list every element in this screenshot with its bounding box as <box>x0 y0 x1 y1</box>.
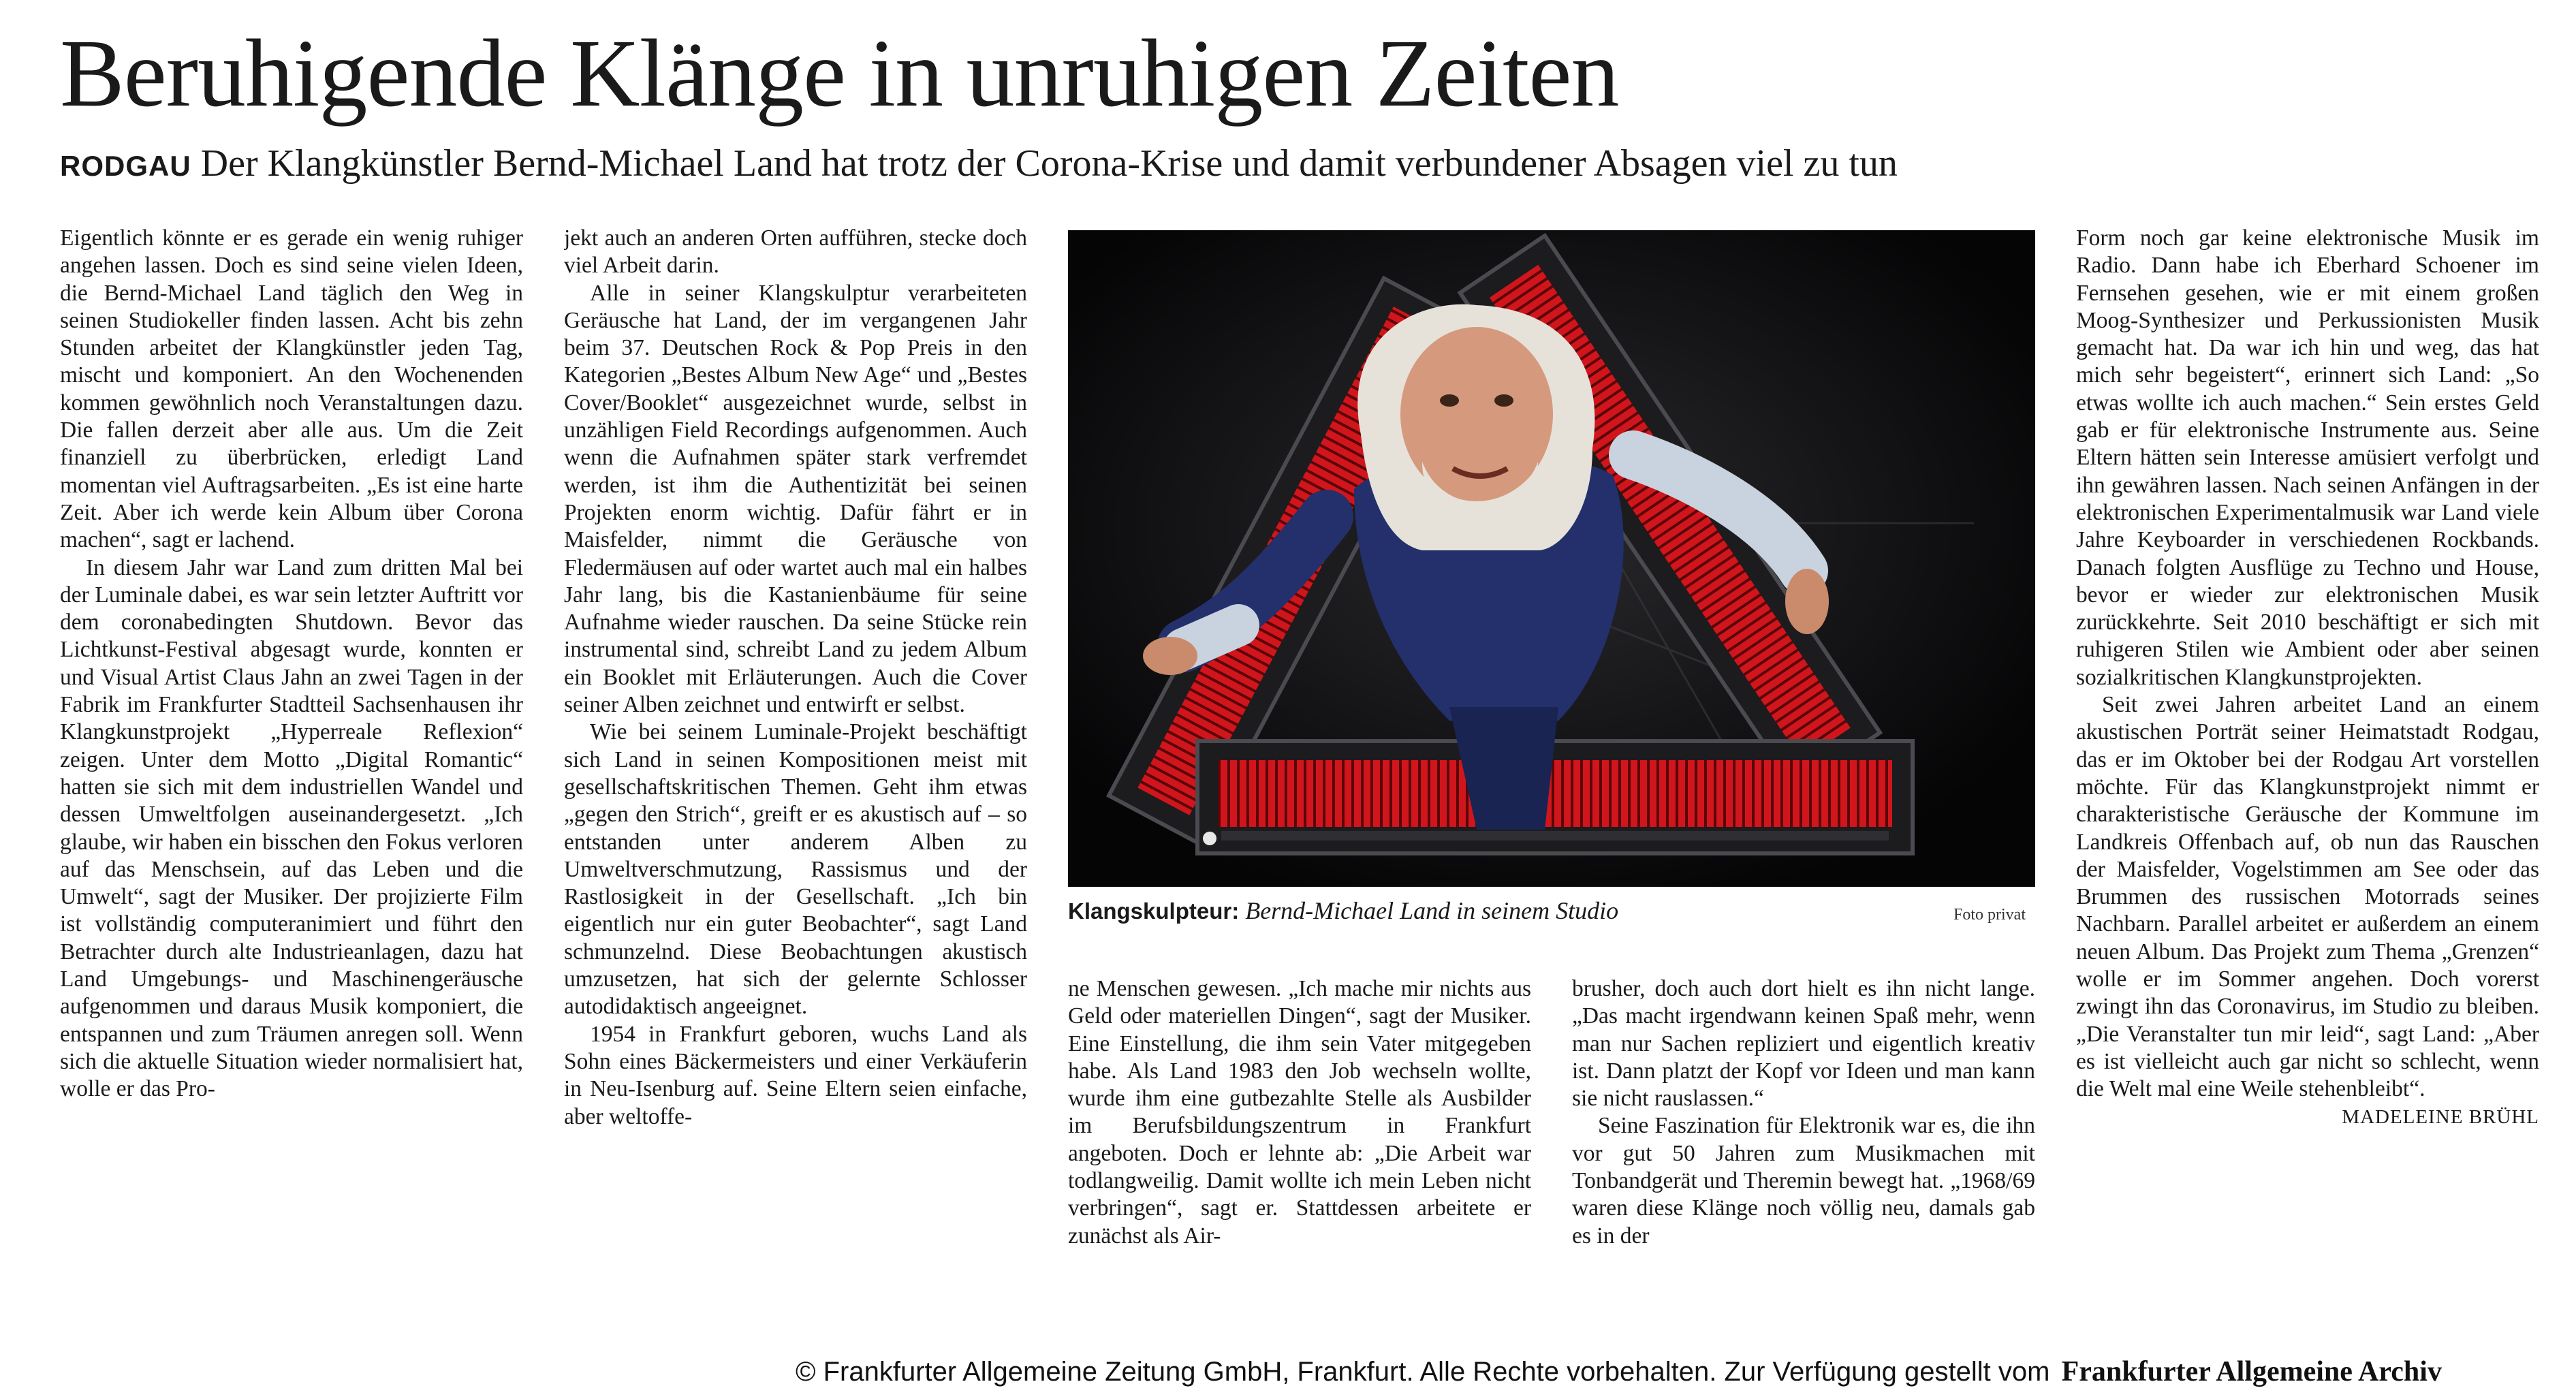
paragraph: Eigentlich könnte er es gerade ein wenig ruhiger angehen lassen. Doch es sind seine vielen Ideen, die Bernd-Michael Land täglich den Weg in seinen Studiokeller finden lassen. Acht bis zehn Stunden arbeitet der Klangkünstler jeden Tag, mischt und komponiert. An den Wochenenden kommen gewöhnlich noch Veranstaltungen dazu. Die fallen derzeit aber alle aus. Um die Zeit finanziell zu überbrücken, erledigt Land momentan viel Auftragsarbeiten. „Es ist eine harte Zeit. Aber ich werde kein Album über Corona machen“, sagt er lachend. <box>60 225 523 553</box>
photo-illustration <box>1068 230 2035 887</box>
paragraph: 1954 in Frankfurt geboren, wuchs Land als Sohn eines Bäckermeisters und einer Verkäuferin in Neu-Isenburg auf. Seine Eltern seien einfache, aber weltoffe- <box>564 1021 1027 1129</box>
author-byline: MADELEINE BRÜHL <box>2342 1105 2539 1128</box>
caption-text: Bernd-Michael Land in seinem Studio <box>1245 897 1619 924</box>
headline: Beruhigende Klänge in unruhigen Zeiten <box>60 19 1619 127</box>
paragraph: Seine Faszination für Elektronik war es, die ihn vor gut 50 Jahren zum Musikmachen mit Tonbandgerät und Theremin bewegt hat. „1968/69 waren diese Klänge noch völlig neu, damals gab es in der <box>1572 1113 2035 1248</box>
paragraph: Wie bei seinem Luminale-Projekt beschäftigt sich Land in seinen Kompositionen meist mit gesellschaftskritischen Themen. Geht ihm etwas „gegen den Strich“, greift er es akustisch auf – so entstanden unter anderem Alben zu Umweltverschmutzung, Rassismus und der Rastlosigkeit in der Gesellschaft. „Ich bin eigentlich nur ein guter Beobachter“, sagt Land schmunzelnd. Diese Beobachtungen akustisch umzusetzen, hat sich der gelernte Schlosser autodidaktisch angeeignet. <box>564 719 1027 1020</box>
text-column-5 <box>2076 225 2539 1301</box>
paragraph: brusher, doch auch dort hielt es ihn nicht lange. „Das macht irgendwann keinen Spaß mehr, wenn man nur Sachen repliziert und eigentlich kreativ ist. Dann platzt der Kopf vor Ideen und man kann sie nicht rauslassen.“ <box>1572 976 2035 1112</box>
paragraph: jekt auch an anderen Orten aufführen, stecke doch viel Arbeit darin. <box>564 225 1027 279</box>
photo-caption <box>1068 896 2035 926</box>
text-column-2 <box>564 225 1027 1301</box>
subheadline: Der Klangkünstler Bernd-Michael Land hat trotz der Corona-Krise und damit verbundener Absagen viel zu tun <box>200 142 1898 185</box>
paragraph: ne Menschen gewesen. „Ich mache mir nichts aus Geld oder materiellen Dingen“, sagt der Musiker. Eine Einstellung, die ihm sein Vater mitgegeben habe. Als Land 1983 den Job wechseln wollte, wurde ihm eine gutbezahlte Stelle als Ausbilder im Berufsbildungszentrum in Frankfurt angeboten. Doch er lehnte ab: „Die Arbeit war todlangweilig. Damit wollte ich mein Leben nicht verbringen“, sagt er. Stattdessen arbeitete er zunächst als Air- <box>1068 976 1531 1248</box>
kicker: RODGAU <box>60 150 191 182</box>
copyright-footer <box>796 1355 2442 1388</box>
text-column-3 <box>1068 975 1531 1301</box>
paragraph: Form noch gar keine elektronische Musik im Radio. Dann habe ich Eberhard Schoener im Fernsehen gesehen, wie er mit einem großen Moog-Synthesizer und Perkussionisten Musik gemacht hat. Da war ich hin und weg, das hat mich sehr begeistert“, erinnert sich Land: „So etwas wollte ich auch machen.“ Sein erstes Geld gab er für elektronische Instrumente aus. Seine Eltern hätten sein Interesse amüsiert verfolgt und ihn gewähren lassen. Nach seinen Anfängen in der elektronischen Experimentalmusik war Land viele Jahre Keyboarder in verschiedenen Rockbands. Danach folgten Ausflüge zu Techno und House, bevor er wieder zur elektronischen Musik zurückkehrte. Seit 2010 beschäftigt er sich mit ruhigeren Stilen wie Ambient oder aber seinen sozialkritischen Klangkunstprojekten. <box>2076 225 2539 690</box>
caption-label: Klangskulpteur: <box>1068 898 1240 924</box>
text-column-1 <box>60 225 523 1301</box>
paragraph: In diesem Jahr war Land zum dritten Mal bei der Luminale dabei, es war sein letzter Auftritt vor dem coronabedingten Shutdown. Bevor das Lichtkunst-Festival abgesagt wurde, konnten er und Visual Artist Claus Jahn an zwei Tagen in der Fabrik im Frankfurter Stadtteil Sachsenhausen ihr Klangkunstprojekt „Hyperreale Reflexion“ zeigen. Unter dem Motto „Digital Romantic“ hatten sie sich mit dem industriellen Wandel und dessen Umweltfolgen auseinandergesetzt. „Ich glaube, wir haben ein bisschen den Fokus verloren auf das Menschsein, auf das Leben und die Umwelt“, sagt der Musiker. Der projizierte Film ist vollständig computeranimiert und führt den Betrachter durch alte Industrieanlagen, dazu hat Land Umgebungs- und Maschinengeräusche aufgenommen und daraus Musik komponiert, die entspannen und zum Träumen anregen soll. Wenn sich die aktuelle Situation wieder normalisiert hat, wolle er das Pro- <box>60 554 523 1102</box>
text-column-4 <box>1572 975 2035 1301</box>
subheadline-line <box>60 144 1898 183</box>
photo-credit: Foto privat <box>1953 906 2026 924</box>
archive-logo: Frankfurter Allgemeine Archiv <box>2061 1356 2442 1387</box>
copyright-text: © Frankfurter Allgemeine Zeitung GmbH, Frankfurt. Alle Rechte vorbehalten. Zur Verfügung gestellt vom <box>796 1357 2050 1387</box>
paragraph: Alle in seiner Klangskulptur verarbeiteten Geräusche hat Land, der im vergangenen Jahr beim 37. Deutschen Rock & Pop Preis in den Kategorien „Bestes Album New Age“ und „Bestes Cover/Booklet“ ausgezeichnet wurde, selbst in unzähligen Field Recordings aufgenommen. Auch wenn die Aufnahmen später stark verfremdet werden, ist ihm die Authentizität bei seinen Projekten enorm wichtig. Dafür fährt er in Maisfelder, nimmt die Geräusche von Fledermäusen auf oder wartet auch mal ein halbes Jahr lang, bis die Kastanienbäume für seine Aufnahme wieder rauschen. Da seine Stücke rein instrumental sind, schreibt Land zu jedem Album ein Booklet mit Erläuterungen. Auch die Cover seiner Alben zeichnet und entwirft er selbst. <box>564 280 1027 718</box>
article-photo <box>1068 230 2035 887</box>
paragraph: Seit zwei Jahren arbeitet Land an einem akustischen Porträt seiner Heimatstadt Rodgau, das er im Oktober bei der Rodgau Art vorstellen möchte. Für das Klangkunstprojekt nimmt er charakteristische Geräusche der Kommune im Landkreis Offenbach auf, ob nun das Rauschen der Maisfelder, Vogelstimmen am See oder das Brummen des russischen Motorrads seines Nachbarn. Parallel arbeitet er außerdem an einem neuen Album. Das Projekt zum Thema „Grenzen“ wolle er im Sommer angehen. Doch vorerst zwingt ihn das Coronavirus, im Studio zu bleiben. „Die Veranstalter tun mir leid“, sagt Land: „Aber es ist vielleicht auch gar nicht so schlecht, wenn die Welt mal eine Weile stehenbleibt“. <box>2076 692 2539 1102</box>
